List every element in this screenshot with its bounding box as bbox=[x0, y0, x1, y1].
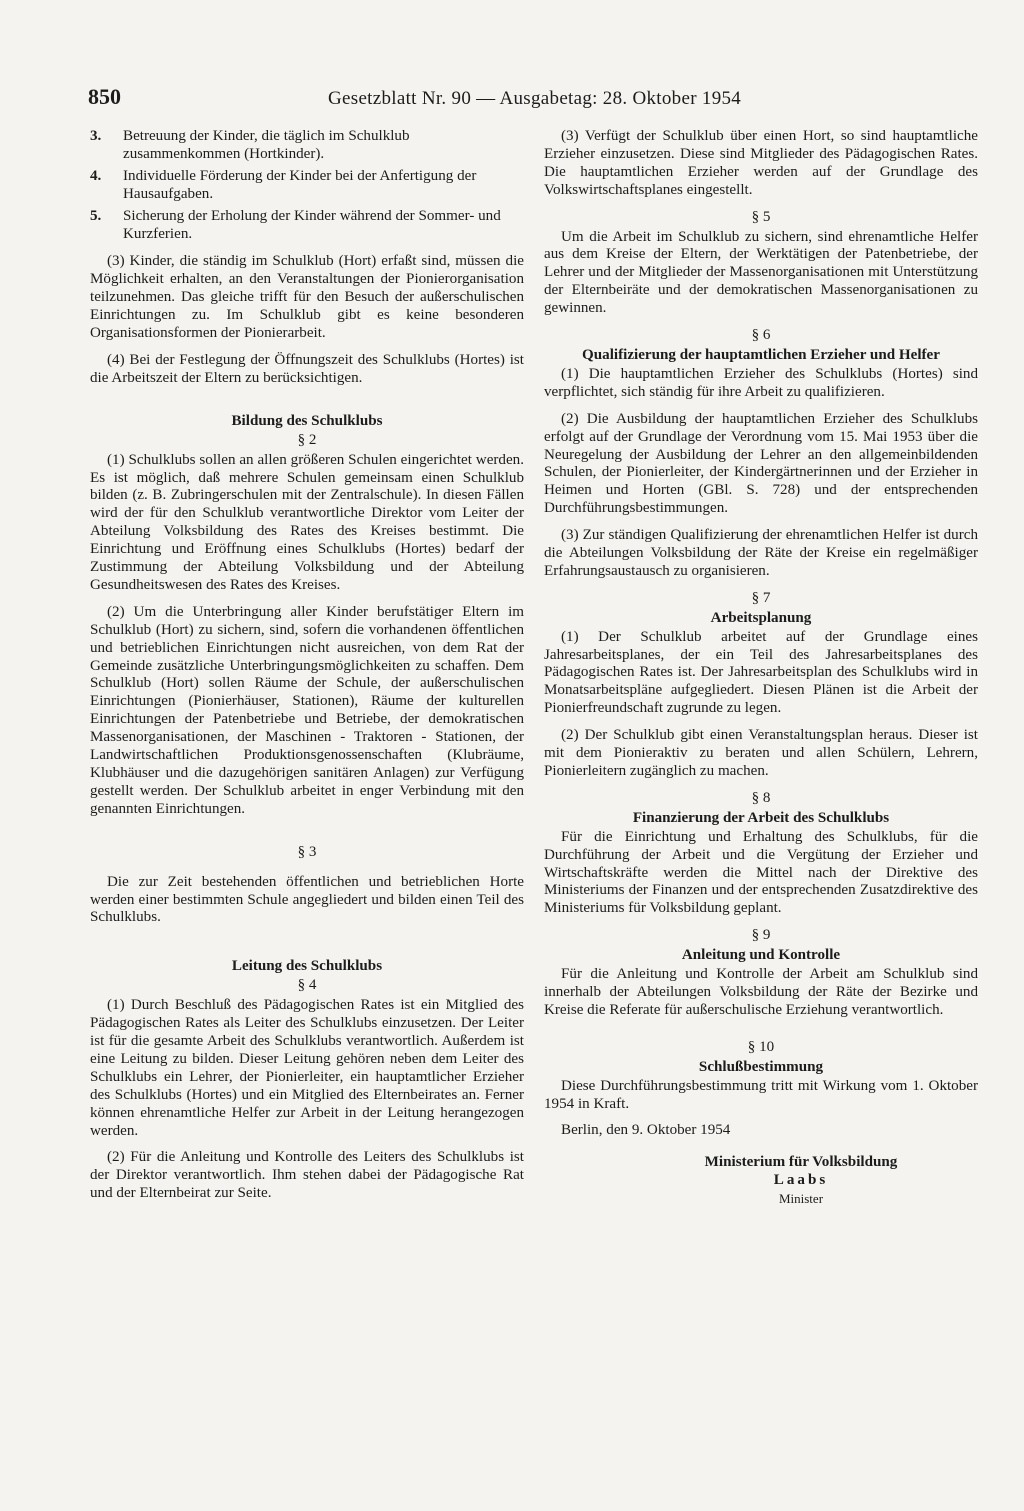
paragraph: (2) Für die Anleitung und Kontrolle des Leiters des Schulklubs ist der Direktor verantwortlich. Ihm stehen dabei der Pädagogische Rat und der Elternbeirat zur Seite. bbox=[90, 1149, 524, 1202]
paragraph: (1) Durch Beschluß des Pädagogischen Rates ist ein Mitglied des Pädagogischen Rates als Leiter des Schulklubs einzusetzen. Der Leiter ist für die gesamte Arbeit des Schulklubs verantwortlich. Außerdem ist eine Leitung zu bilden. Dieser Leitung gehören neben dem Leiter des Schulklubs ein Lehrer, der Pionierleiter, ein hauptamtlicher Erzieher des Schulklubs (Hortes) und ein Mitglied des Elternbeirates an. Ferner können ehrenamtliche Helfer zur Arbeit in der Leitung herangezogen werden. bbox=[90, 997, 524, 1139]
section-number: § 7 bbox=[751, 589, 771, 606]
section-number: § 3 bbox=[297, 843, 317, 860]
signature-name: Laabs bbox=[773, 1172, 829, 1189]
paragraph: Die zur Zeit bestehenden öffentlichen und betrieblichen Horte werden einer bestimmten Schule angegliedert und bilden einen Teil des Schulklubs. bbox=[90, 873, 524, 926]
list-item-text: Sicherung der Erholung der Kinder während der Sommer- und Kurzferien. bbox=[123, 207, 501, 242]
paragraph: (2) Um die Unterbringung aller Kinder berufstätiger Eltern im Schulklub (Hort) zu sichern, sind, sofern die vorhandenen öffentlichen und betrieblichen Einrichtungen nicht ausreichen, von dem Rat der Gemeinde zusätzliche Unterbringungsmöglichkeiten zu schaffen. Dem Schulklub (Hort) sollen Räume der Schule, der außerschulischen Einrichtungen (Pionierhäuser, Stationen), Räume der kulturellen Einrichtungen der Patenbetriebe und Betriebe, der demokratischen Massenorganisationen, der Maschinen - Traktoren - Stationen, der Landwirtschaftlichen Produktionsgenossenschaften (Klubräume, Klubhäuser und die dazugehörigen sanitären Anlagen) zur Verfügung gestellt werden. Der Schulklub arbeitet in enger Verbindung mit den genannten Einrichtungen. bbox=[90, 603, 524, 817]
list-item-text: Betreuung der Kinder, die täglich im Schulklub zusammenkommen (Hortkinder). bbox=[123, 128, 410, 162]
section-heading: Finanzierung der Arbeit des Schulklubs bbox=[632, 809, 890, 826]
section-number: § 4 bbox=[297, 977, 317, 994]
section-number: § 10 bbox=[747, 1038, 775, 1055]
section-heading: Leitung des Schulklubs bbox=[231, 958, 383, 975]
paragraph: (2) Der Schulklub gibt einen Veranstaltungsplan heraus. Dieser ist mit dem Pionieraktiv zu beraten und allen Schülern, Lehrern, Pionierleitern zugänglich zu machen. bbox=[544, 727, 978, 779]
paragraph: (3) Verfügt der Schulklub über einen Hort, so sind hauptamtliche Erzieher einzusetzen. Diese sind Mitglieder des Pädagogischen Rates. Die hauptamtlichen Erzieher werden auf der Grundlage des Volkswirtschaftsplanes eingestellt. bbox=[544, 128, 978, 198]
list-item-number: 4. bbox=[90, 167, 102, 184]
section-heading: Qualifizierung der hauptamtlichen Erzieher und Helfer bbox=[582, 346, 940, 363]
section-heading: Anleitung und Kontrolle bbox=[681, 947, 841, 964]
paragraph: Für die Anleitung und Kontrolle der Arbeit am Schulklub sind innerhalb der Abteilungen Volksbildung der Räte der Bezirke und Kreise die Referate für außerschulische Erziehung verantwortlich. bbox=[544, 966, 978, 1018]
list-item bbox=[90, 128, 524, 164]
list-item bbox=[90, 208, 524, 244]
list-item-number: 3. bbox=[90, 128, 102, 144]
list-item bbox=[90, 168, 524, 204]
page-header bbox=[88, 84, 968, 112]
header-title: Gesetzblatt Nr. 90 — Ausgabetag: 28. Oktober 1954 bbox=[328, 88, 742, 109]
section-heading: Schlußbestimmung bbox=[698, 1058, 824, 1075]
list-item-number: 5. bbox=[90, 207, 102, 224]
section-heading: Bildung des Schulklubs bbox=[231, 412, 383, 429]
paragraph: (4) Bei der Festlegung der Öffnungszeit des Schulklubs (Hortes) ist die Arbeitszeit der Eltern zu berücksichtigen. bbox=[90, 351, 524, 386]
list-item-text: Individuelle Förderung der Kinder bei der Anfertigung der Hausaufgaben. bbox=[123, 167, 477, 202]
section-number: § 2 bbox=[297, 431, 317, 448]
paragraph: Diese Durchführungsbestimmung tritt mit Wirkung vom 1. Oktober 1954 in Kraft. bbox=[544, 1077, 978, 1112]
paragraph: (1) Der Schulklub arbeitet auf der Grundlage eines Jahresarbeitsplanes, der ein Teil des Jahresarbeitsplanes des Pädagogischen Rates ist. Der Jahresarbeitsplan des Schulklubs wird in Monatsarbeitspläne aufgegliedert. Diesen Plänen ist die Arbeit der Pionierfreundschaft zugrunde zu legen. bbox=[544, 628, 978, 717]
paragraph: Um die Arbeit im Schulklub zu sichern, sind ehrenamtliche Helfer aus dem Kreise der Eltern, der Werktätigen der Patenbetriebe, der Lehrer und der Mitglieder der Massenorganisationen mit Unterstützung der Elternbeiräte und der demokratischen Massenorganisationen zu gewinnen. bbox=[544, 228, 978, 317]
paragraph: (2) Die Ausbildung der hauptamtlichen Erzieher des Schulklubs erfolgt auf der Grundlage der Verordnung vom 15. Mai 1953 über die Neuregelung der Ausbildung der Lehrer an den allgemeinbildenden Schulen, der Pionierleiter, der Kindergärtnerinnen und der Erzieher in Heimen und Horten (GBl. S. 728) und der entsprechenden Durchführungsbestimmungen. bbox=[544, 410, 978, 517]
section-heading: Arbeitsplanung bbox=[710, 609, 812, 626]
paragraph: (3) Kinder, die ständig im Schulklub (Hort) erfaßt sind, müssen die Möglichkeit erhalten, an den Veranstaltungen der Pionierorganisation teilzunehmen. Das gleiche trifft für den Besuch der außerschulischen Einrichtungen zu. Im Schulklub gibt es keine besonderen Organisationsformen der Pionierarbeit. bbox=[90, 253, 524, 342]
signature-block bbox=[624, 1154, 978, 1208]
section-number: § 8 bbox=[751, 789, 771, 806]
left-column bbox=[90, 128, 524, 1212]
page-number: 850 bbox=[88, 84, 121, 109]
section-number: § 5 bbox=[751, 208, 771, 225]
signature-role: Minister bbox=[778, 1191, 824, 1207]
paragraph: Für die Einrichtung und Erhaltung des Schulklubs, für die Durchführung der Arbeit und die Vergütung der Erzieher und Wirtschaftskräfte werden die Mittel nach der Direktive des Ministeriums der Finanzen und der entsprechenden Zusatzdirektive des Ministeriums für Volksbildung geplant. bbox=[544, 828, 978, 917]
signature-organization: Ministerium für Volksbildung bbox=[704, 1154, 898, 1171]
section-number: § 6 bbox=[751, 327, 771, 344]
right-column bbox=[544, 128, 978, 1208]
paragraph: (3) Zur ständigen Qualifizierung der ehrenamtlichen Helfer ist durch die Abteilungen Volksbildung der Räte der Kreise ein regelmäßiger Erfahrungsaustausch zu organisieren. bbox=[544, 527, 978, 579]
paragraph: (1) Die hauptamtlichen Erzieher des Schulklubs (Hortes) sind verpflichtet, sich ständig für ihre Arbeit zu qualifizieren. bbox=[544, 365, 978, 400]
paragraph: (1) Schulklubs sollen an allen größeren Schulen eingerichtet werden. Es ist möglich, daß mehrere Schulen gemeinsam einen Schulklub bilden (z. B. Zubringerschulen mit der Zentralschule). In diesen Fällen wird der für den Schulklub verantwortliche Direktor vom Leiter der Abteilung Volksbildung des Rates des Kreises bestimmt. Die Einrichtung und Eröffnung eines Schulklubs (Hortes) bedarf der Zustimmung der Abteilung Volksbildung und der Abteilung Gesundheitswesen des Rates des Kreises. bbox=[90, 451, 524, 593]
section-number: § 9 bbox=[751, 927, 771, 944]
place-date: Berlin, den 9. Oktober 1954 bbox=[561, 1122, 731, 1139]
